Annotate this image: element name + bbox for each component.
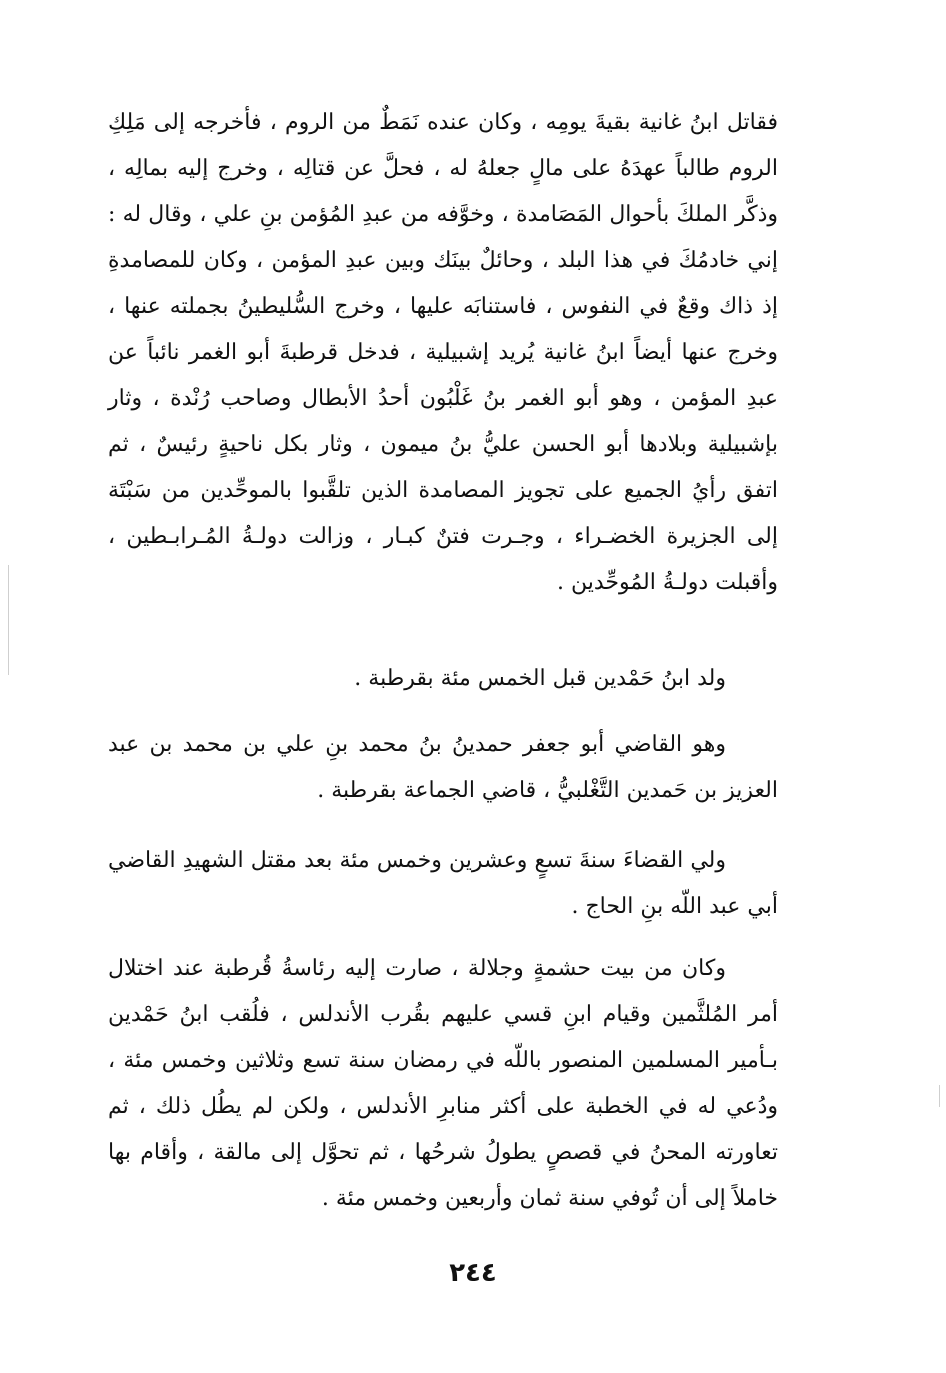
paragraph-1 xyxy=(108,100,778,606)
paragraph-1-text: فقاتل ابنُ غانية بقيةَ يومِه ، وكان عنده نَمَطٌ من الروم ، فأخرجه إلى مَلِكِ الروم طالباً عهدَهُ على مالٍ جعلهُ له ، فحلَّ عن قتالِه ، وخرج إليه بمالِه ، وذكَّر الملكَ بأحوال المَصَامدة ، وخوَّفه من عبدِ المُؤمن بنِ علي ، وقال له : إني خادمُكَ في هذا البلد ، وحائلٌ بينَك وبين عبدِ المؤمن ، وكان للمصامدةِ إذ ذاك وقعٌ في النفوس ، فاستنابَه عليها ، وخرج السُّليطينُ بجملته عنها ، وخرج عنها أيضاً ابنُ غانية يُريد إشبيلية ، فدخل قرطبةَ أبو الغمر نائباً عن عبدِ المؤمن ، وهو أبو الغمر بنُ غَلْبُون أحدُ الأبطال وصاحب رُنْدة ، وثار بإشبيلية وبلادها أبو الحسن عليُّ بنُ ميمون ، وثار بكل ناحيةٍ رئيسٌ ، ثم اتفق رأيُ الجميع على تجويز المصامدة الذين تلقَّبوا بالموحِّدين من سَبْتَة إلى الجزيرة الخضـراء ، وجـرت فتنٌ كبـار ، وزالت دولـةُ المُـرابـطين ، وأقبلت دولـةُ المُوحِّدين . xyxy=(108,110,779,595)
page-number: ٢٤٤ xyxy=(449,1258,497,1288)
paragraph-3 xyxy=(108,722,778,814)
paragraph-5-text: وكان من بيت حشمةٍ وجلالة ، صارت إليه رئاسةُ قُرطبة عند اختلال أمر المُلثَّمين وقيام ابنِ قسي عليهم بقُرب الأندلس ، فلُقب ابنُ حَمْدين بـأمير المسلمين المنصور باللّه في رمضان سنة تسع وثلاثين وخمس مئة ، ودُعي له في الخطبة على أكثر منابرِ الأندلس ، ولكن لم يطُل ذلك ، ثم تعاورته المحنُ في قصصٍ يطولُ شرحُها ، ثم تحوَّل إلى مالقة ، وأقام بها خاملاً إلى أن تُوفي سنة ثمان وأربعين وخمس مئة . xyxy=(108,956,778,1211)
paragraph-2 xyxy=(108,656,778,702)
paragraph-5 xyxy=(108,946,778,1222)
paragraph-4-text: ولي القضاءَ سنةَ تسعٍ وعشرين وخمس مئة بعد مقتل الشهيدِ القاضي أبي عبد اللّه بنِ الحاج . xyxy=(108,848,778,919)
paragraph-3-text: وهو القاضي أبو جعفر حمدينُ بنُ محمد بنِ علي بن محمد بن عبد العزيز بن حَمدين التَّغْلبيُّ ، قاضي الجماعة بقرطبة . xyxy=(108,732,778,803)
paragraph-4 xyxy=(108,838,778,930)
scan-edge-mark-right xyxy=(939,1085,940,1107)
scan-edge-mark-left xyxy=(8,565,9,675)
paragraph-2-text: ولد ابنُ حَمْدين قبل الخمس مئة بقرطبة . xyxy=(354,666,726,691)
